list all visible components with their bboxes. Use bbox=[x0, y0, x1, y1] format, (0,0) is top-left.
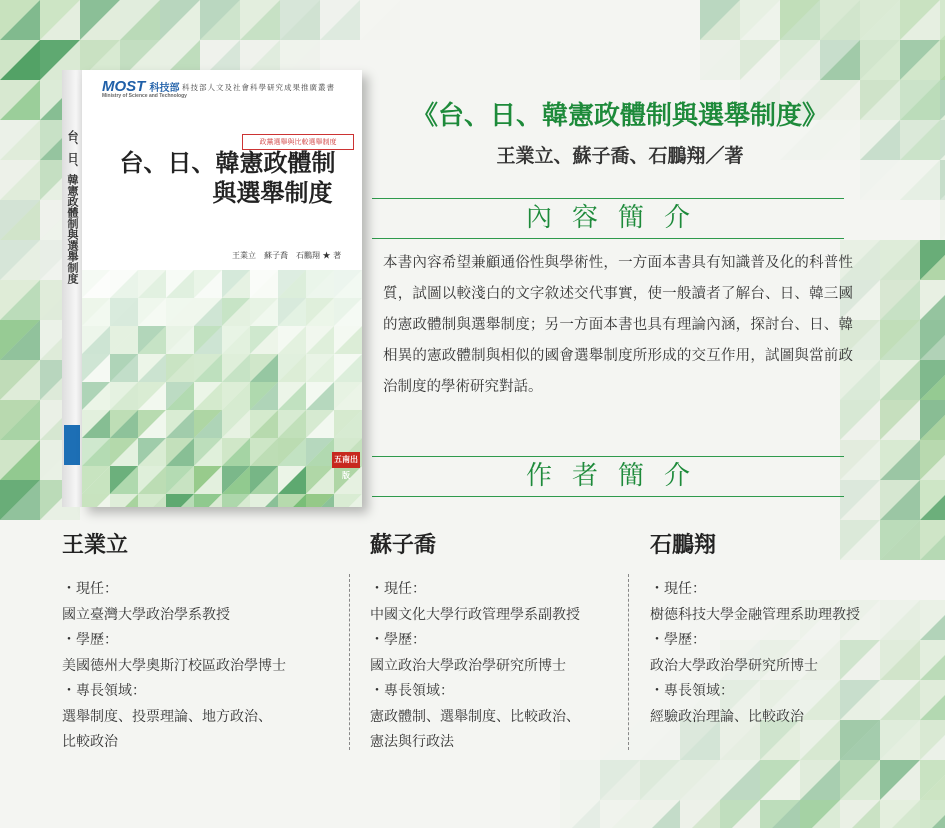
intro-heading-rule-bottom bbox=[372, 238, 844, 239]
author-name: 蘇子喬 bbox=[370, 532, 437, 558]
spine-title: 台、日、韓憲政體制與選舉制度 bbox=[66, 130, 79, 284]
author-info-line: 樹德科技大學金融管理系助理教授 bbox=[650, 606, 860, 623]
book-authors: 王業立、蘇子喬、石鵬翔／著 bbox=[496, 145, 744, 167]
book-spine bbox=[62, 70, 83, 507]
author-info-line: ・專長領域： bbox=[650, 683, 734, 699]
background-triangle bbox=[940, 0, 945, 40]
author-info-line: 政治大學政治學研究所博士 bbox=[650, 657, 818, 674]
author-info-line: ・現任： bbox=[370, 581, 426, 597]
cover-triangle-art bbox=[82, 270, 362, 507]
column-divider bbox=[628, 574, 629, 750]
authors-heading-rule-bottom bbox=[372, 496, 844, 497]
author-info-line: 國立政治大學政治學研究所博士 bbox=[370, 657, 566, 674]
spine-publisher-block bbox=[64, 425, 80, 465]
background-triangle bbox=[940, 200, 945, 240]
background-triangle bbox=[940, 160, 945, 200]
intro-text: 本書內容希望兼顧通俗性與學術性，一方面本書具有知識普及化的科普性質，試圖以較淺白的文字敘述交代事實，使一般讀者了解台、日、韓三國的憲政體制與選舉制度；另一方面本書也具有理論內涵，探討台、日、韓相異的憲政體制與相似的國會選舉制度所形成的交互作用，試圖與當前政治制度的學術研究對話。 bbox=[383, 255, 853, 395]
author-card bbox=[650, 528, 920, 730]
author-info-line: ・學歷： bbox=[650, 632, 706, 648]
author-info-line: 憲法與行政法 bbox=[370, 734, 454, 750]
intro-heading-rule-top bbox=[372, 198, 844, 199]
author-info-line: 憲政體制、選舉制度、比較政治、 bbox=[370, 708, 580, 725]
author-info-line: ・專長領域： bbox=[62, 683, 146, 699]
author-name: 石鵬翔 bbox=[650, 532, 717, 558]
series-name: 科技部人文及社會科學研究成果推廣叢書 bbox=[182, 83, 335, 92]
most-logo: MOST 科技部 Ministry of Science and Technology bbox=[102, 78, 187, 99]
author-info-line: 選舉制度、投票理論、地方政治、 bbox=[62, 708, 272, 725]
author-info-line: ・現任： bbox=[650, 581, 706, 597]
author-info-line: ・現任： bbox=[62, 581, 118, 597]
authors-heading-rule-top bbox=[372, 456, 844, 457]
author-card bbox=[370, 528, 640, 756]
author-info-line: 美國德州大學奧斯汀校區政治學博士 bbox=[62, 657, 286, 674]
publisher-badge: 五南出版 bbox=[332, 452, 360, 468]
cover-authors: 王業立 蘇子喬 石鵬翔 ★ 著 bbox=[232, 251, 342, 260]
author-card bbox=[62, 528, 332, 756]
book-cover-image bbox=[62, 70, 362, 507]
authors-heading: 作者簡介 bbox=[372, 456, 844, 496]
background-triangle bbox=[940, 40, 945, 80]
author-info-line: ・學歷： bbox=[370, 632, 426, 648]
author-name: 王業立 bbox=[62, 532, 129, 558]
author-info-line: ・專長領域： bbox=[370, 683, 454, 699]
author-info-line: 中國文化大學行政管理學系副教授 bbox=[370, 606, 580, 623]
intro-heading: 內容簡介 bbox=[372, 198, 844, 238]
book-title: 《台、日、韓憲政體制與選舉制度》 bbox=[411, 101, 828, 131]
author-info-line: 比較政治 bbox=[62, 734, 118, 750]
book-front bbox=[82, 70, 362, 507]
cover-title: 台、日、韓憲政體制 與選舉制度 bbox=[119, 148, 336, 207]
background-triangle bbox=[940, 80, 945, 120]
background-triangle bbox=[940, 120, 945, 160]
column-divider bbox=[349, 574, 350, 750]
author-info-line: 經驗政治理論、比較政治 bbox=[650, 708, 804, 725]
series-tag: 政黨選舉與比較選舉制度 bbox=[242, 134, 354, 150]
author-info-line: 國立臺灣大學政治學系教授 bbox=[62, 606, 230, 623]
author-info-line: ・學歷： bbox=[62, 632, 118, 648]
